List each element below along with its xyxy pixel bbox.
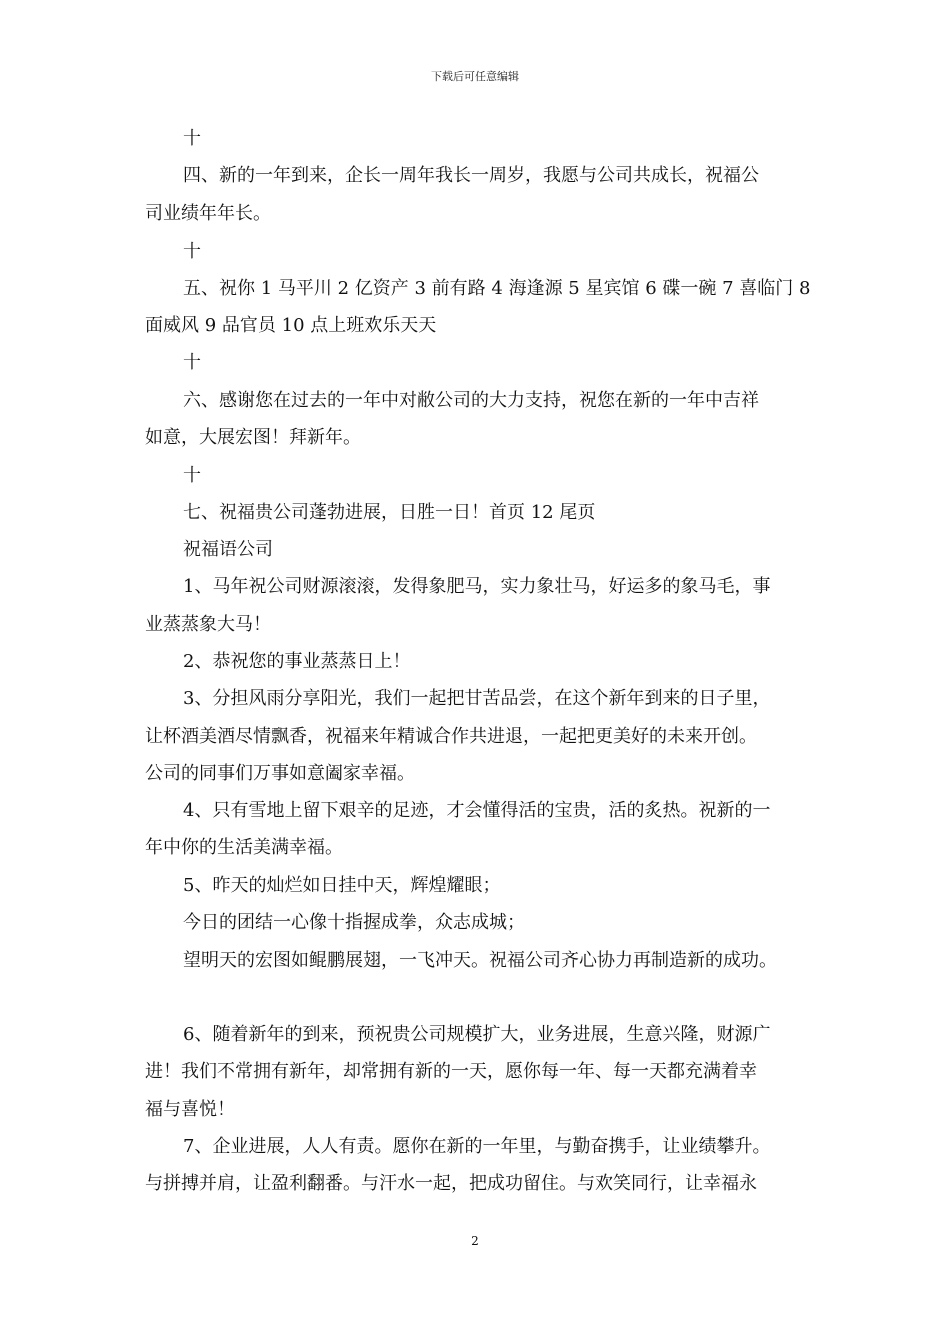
text-line: 望明天的宏图如鲲鹏展翅，一飞冲天。祝福公司齐心协力再制造新的成功。	[183, 950, 777, 971]
text-line: 十	[183, 352, 201, 373]
text-line: 十	[183, 241, 201, 262]
text-line: 十	[183, 128, 201, 149]
text-line: 2、恭祝您的事业蒸蒸日上！	[183, 651, 411, 672]
text-line: 进！我们不常拥有新年，却常拥有新的一天，愿你每一年、每一天都充满着幸	[145, 1061, 757, 1082]
page-number: 2	[471, 1234, 479, 1248]
text-line: 6、随着新年的到来，预祝贵公司规模扩大，业务进展，生意兴隆，财源广	[183, 1024, 771, 1045]
text-line: 今日的团结一心像十指握成拳，众志成城；	[183, 912, 525, 933]
text-line: 十	[183, 465, 201, 486]
text-line: 五、祝你 1 马平川 2 亿资产 3 前有路 4 海逢源 5 星宾馆 6 碟一碗 7 喜临门 8	[183, 278, 811, 299]
section-title: 祝福语公司	[183, 539, 273, 560]
text-line: 面威风 9 品官员 10 点上班欢乐天天	[145, 315, 437, 336]
text-line: 4、只有雪地上留下艰辛的足迹，才会懂得活的宝贵，活的炙热。祝新的一	[183, 800, 771, 821]
text-line: 3、分担风雨分享阳光，我们一起把甘苦品尝，在这个新年到来的日子里，	[183, 688, 771, 709]
text-line: 司业绩年年长。	[145, 203, 271, 224]
text-line: 六、感谢您在过去的一年中对敝公司的大力支持，祝您在新的一年中吉祥	[183, 390, 759, 411]
page-header: 下载后可任意编辑	[431, 70, 519, 83]
text-line: 公司的同事们万事如意阖家幸福。	[145, 763, 415, 784]
text-line: 福与喜悦！	[145, 1099, 235, 1120]
text-line: 年中你的生活美满幸福。	[145, 837, 343, 858]
text-line: 如意，大展宏图！拜新年。	[145, 427, 361, 448]
text-line: 四、新的一年到来，企长一周年我长一周岁，我愿与公司共成长，祝福公	[183, 165, 759, 186]
text-line: 业蒸蒸象大马！	[145, 614, 271, 635]
text-line: 1、马年祝公司财源滚滚，发得象肥马，实力象壮马，好运多的象马毛，事	[183, 576, 771, 597]
text-line: 七、祝福贵公司蓬勃进展，日胜一日！首页 12 尾页	[183, 502, 596, 523]
text-line: 与拼搏并肩，让盈利翻番。与汗水一起，把成功留住。与欢笑同行，让幸福永	[145, 1173, 757, 1194]
text-line: 5、昨天的灿烂如日挂中天，辉煌耀眼；	[183, 875, 501, 896]
text-line: 让杯酒美酒尽情飘香，祝福来年精诚合作共进退，一起把更美好的未来开创。	[145, 726, 757, 747]
text-line: 7、企业进展，人人有责。愿你在新的一年里，与勤奋携手，让业绩攀升。	[183, 1136, 771, 1157]
